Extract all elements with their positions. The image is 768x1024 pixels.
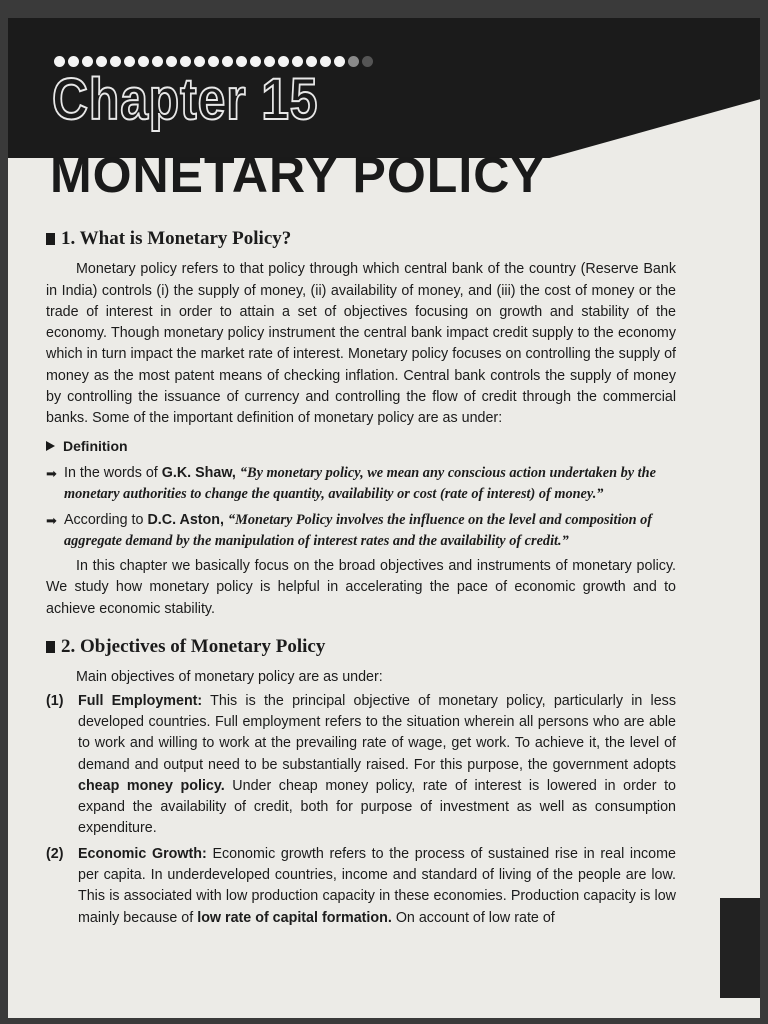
section-2-intro: Main objectives of monetary policy are as under: <box>76 669 383 686</box>
square-bullet-icon <box>46 641 55 653</box>
definition-item: ➡ According to D.C. Aston, “Monetary Policy involves the influence on the level and composition of aggregate demand by the manipulation of interest rates and the availability of credit.” <box>46 510 676 553</box>
chapter-title: MONETARY POLICY <box>50 147 545 203</box>
closing-paragraph: In this chapter we basically focus on the broad objectives and instruments of monetary policy. We study how monetary policy is helpful in accelerating the pace of economic growth and to achieve economic stability. <box>46 558 676 617</box>
section-heading <box>46 228 676 249</box>
arrow-bullet-icon: ➡ <box>46 465 57 481</box>
author-name: G.K. Shaw, <box>161 464 236 481</box>
definition-quote: “By monetary policy, we mean any conscious action undertaken by the monetary authorities to change the quantity, availability or cost (rate of interest) of money.” <box>64 464 656 503</box>
objective-item: (2) Economic Growth: Economic growth refers to the process of sustained rise in real income per capita. In underdeveloped countries, income and standard of living of the people are low. This is associated with low production capacity in these economies. Production capacity is low mainly because of low rate of capital formation. On account of low rate of <box>46 845 676 926</box>
triangle-bullet-icon <box>46 441 55 451</box>
definition-heading: Definition <box>46 436 676 457</box>
definition-item: ➡ In the words of G.K. Shaw, “By monetary policy, we mean any conscious action undertaken by the monetary authorities to change the quantity, availability or cost (rate of interest) of money.” <box>46 463 676 506</box>
keyword: cheap money policy. <box>78 777 225 794</box>
objective-title: Full Employment: <box>78 692 203 709</box>
objective-title: Economic Growth: <box>78 845 207 862</box>
section-1-paragraph: Monetary policy refers to that policy through which central bank of the country (Reserve Bank in India) controls (i) the supply of money, (ii) availability of money, and (iii) the cost of money or the trade of interest in order to attain a set of objectives focusing on growth and stability of the economy. Though monetary policy instrument the central bank impact credit supply to the economy which in turn impact the market rate of interest. Monetary policy focuses on controlling the supply of money as the most patent means of checking inflation. Central bank controls the supply of money by controlling the issuance of currency and controlling the flow of credit through the commercial banks. Some of the important definition of monetary policy are as under: <box>46 261 676 427</box>
book-page <box>8 18 760 1018</box>
section-heading <box>46 636 676 657</box>
chapter-number: Chapter 15 <box>52 67 319 132</box>
keyword: low rate of capital formation. <box>197 909 392 926</box>
section-1-heading: 1. What is Monetary Policy? <box>61 228 292 249</box>
arrow-bullet-icon: ➡ <box>46 512 57 528</box>
main-content <box>46 228 676 933</box>
author-name: D.C. Aston, <box>147 511 224 528</box>
definition-quote: “Monetary Policy involves the influence on the level and composition of aggregate demand by the manipulation of interest rates and the availability of credit.” <box>64 511 653 549</box>
square-bullet-icon <box>46 233 55 245</box>
page-edge-shadow <box>720 898 760 998</box>
objective-item: (1) Full Employment: This is the principal objective of monetary policy, particularly in less developed countries. Full employment refers to the situation wherein all persons who are able to work and willing to work at the prevailing rate of wage, get work. To achieve it, the level of demand and output need to be substantially raised. For this purpose, the government adopts cheap money policy. Under cheap money policy, rate of interest is lowered in order to expand the availability of credit, both for purpose of investment as well as consumption expenditure. <box>46 692 676 837</box>
section-2-heading: 2. Objectives of Monetary Policy <box>61 636 326 658</box>
